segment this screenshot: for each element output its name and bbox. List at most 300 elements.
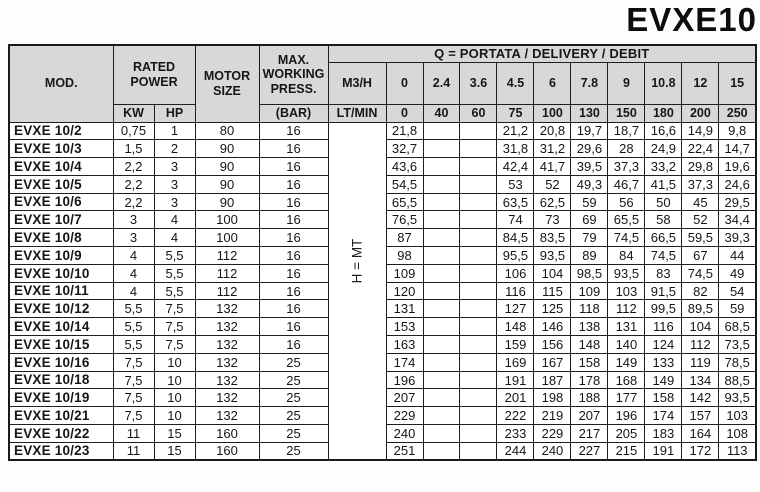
h-value-cell: 41,7 bbox=[534, 158, 571, 176]
model-cell: EVXE 10/22 bbox=[9, 425, 113, 443]
h-value-cell: 106 bbox=[497, 264, 534, 282]
h-value-cell: 172 bbox=[682, 442, 719, 460]
hp-cell: 7,5 bbox=[154, 336, 195, 354]
motor-size-cell: 112 bbox=[195, 247, 259, 265]
ltmin-value-cell: 0 bbox=[386, 104, 423, 122]
bar-cell: 16 bbox=[259, 193, 328, 211]
hp-cell: 3 bbox=[154, 158, 195, 176]
hp-cell: 2 bbox=[154, 140, 195, 158]
h-value-cell: 84,5 bbox=[497, 229, 534, 247]
h-value-cell: 82 bbox=[682, 282, 719, 300]
h-value-cell: 74,5 bbox=[682, 264, 719, 282]
h-value-cell: 153 bbox=[386, 318, 423, 336]
h-value-cell bbox=[423, 140, 460, 158]
h-value-cell: 39,3 bbox=[719, 229, 756, 247]
h-value-cell: 198 bbox=[534, 389, 571, 407]
h-value-cell: 227 bbox=[571, 442, 608, 460]
hp-header: HP bbox=[154, 104, 195, 122]
h-value-cell: 52 bbox=[682, 211, 719, 229]
model-cell: EVXE 10/19 bbox=[9, 389, 113, 407]
model-cell: EVXE 10/3 bbox=[9, 140, 113, 158]
motor-size-cell: 132 bbox=[195, 389, 259, 407]
h-value-cell: 191 bbox=[645, 442, 682, 460]
h-value-cell: 131 bbox=[608, 318, 645, 336]
h-value-cell: 69 bbox=[571, 211, 608, 229]
kw-cell: 4 bbox=[113, 282, 154, 300]
h-value-cell bbox=[460, 353, 497, 371]
h-value-cell bbox=[460, 300, 497, 318]
model-cell: EVXE 10/23 bbox=[9, 442, 113, 460]
h-value-cell bbox=[423, 264, 460, 282]
h-value-cell: 112 bbox=[682, 336, 719, 354]
q-header: Q = PORTATA / DELIVERY / DEBIT bbox=[328, 45, 756, 62]
h-value-cell: 149 bbox=[608, 353, 645, 371]
h-value-cell: 43,6 bbox=[386, 158, 423, 176]
m3h-value-cell: 7.8 bbox=[571, 62, 608, 104]
h-value-cell bbox=[460, 158, 497, 176]
h-value-cell bbox=[423, 122, 460, 140]
ltmin-value-cell: 180 bbox=[645, 104, 682, 122]
max-press-header: MAX. WORKING PRESS. bbox=[259, 45, 328, 104]
h-value-cell: 67 bbox=[682, 247, 719, 265]
h-value-cell: 54,5 bbox=[386, 175, 423, 193]
h-value-cell: 16,6 bbox=[645, 122, 682, 140]
h-value-cell bbox=[423, 407, 460, 425]
ltmin-value-cell: 100 bbox=[534, 104, 571, 122]
h-value-cell: 104 bbox=[534, 264, 571, 282]
h-value-cell: 14,7 bbox=[719, 140, 756, 158]
kw-cell: 4 bbox=[113, 247, 154, 265]
page-title: EVXE10 bbox=[626, 1, 757, 38]
hp-cell: 1 bbox=[154, 122, 195, 140]
h-value-cell bbox=[460, 229, 497, 247]
h-value-cell: 21,2 bbox=[497, 122, 534, 140]
hp-cell: 5,5 bbox=[154, 264, 195, 282]
bar-header: (BAR) bbox=[259, 104, 328, 122]
h-value-cell: 127 bbox=[497, 300, 534, 318]
h-value-cell: 133 bbox=[645, 353, 682, 371]
h-value-cell: 33,2 bbox=[645, 158, 682, 176]
h-value-cell: 149 bbox=[645, 371, 682, 389]
bar-cell: 16 bbox=[259, 122, 328, 140]
h-value-cell: 58 bbox=[645, 211, 682, 229]
h-value-cell: 66,5 bbox=[645, 229, 682, 247]
h-value-cell: 116 bbox=[645, 318, 682, 336]
h-value-cell bbox=[460, 336, 497, 354]
h-value-cell: 63,5 bbox=[497, 193, 534, 211]
model-cell: EVXE 10/10 bbox=[9, 264, 113, 282]
h-value-cell bbox=[423, 175, 460, 193]
h-value-cell: 52 bbox=[534, 175, 571, 193]
rated-power-header: RATED POWER bbox=[113, 45, 195, 104]
m3h-value-cell: 0 bbox=[386, 62, 423, 104]
ltmin-value-cell: 40 bbox=[423, 104, 460, 122]
h-value-cell: 53 bbox=[497, 175, 534, 193]
h-value-cell: 118 bbox=[571, 300, 608, 318]
h-value-cell bbox=[460, 318, 497, 336]
motor-size-cell: 80 bbox=[195, 122, 259, 140]
kw-cell: 7,5 bbox=[113, 353, 154, 371]
h-value-cell: 18,7 bbox=[608, 122, 645, 140]
h-value-cell: 157 bbox=[682, 407, 719, 425]
h-value-cell: 240 bbox=[386, 425, 423, 443]
mod-header: MOD. bbox=[9, 45, 113, 122]
bar-cell: 25 bbox=[259, 371, 328, 389]
h-value-cell: 98,5 bbox=[571, 264, 608, 282]
h-value-cell: 89,5 bbox=[682, 300, 719, 318]
hp-cell: 10 bbox=[154, 407, 195, 425]
h-value-cell: 45 bbox=[682, 193, 719, 211]
h-value-cell: 109 bbox=[386, 264, 423, 282]
h-value-cell: 14,9 bbox=[682, 122, 719, 140]
h-value-cell bbox=[423, 193, 460, 211]
m3h-value-cell: 15 bbox=[719, 62, 756, 104]
h-value-cell bbox=[423, 425, 460, 443]
h-value-cell: 125 bbox=[534, 300, 571, 318]
model-cell: EVXE 10/12 bbox=[9, 300, 113, 318]
m3h-value-cell: 4.5 bbox=[497, 62, 534, 104]
kw-cell: 7,5 bbox=[113, 371, 154, 389]
h-value-cell: 134 bbox=[682, 371, 719, 389]
h-value-cell: 104 bbox=[682, 318, 719, 336]
h-value-cell bbox=[423, 389, 460, 407]
h-value-cell bbox=[460, 264, 497, 282]
h-value-cell: 31,8 bbox=[497, 140, 534, 158]
h-value-cell: 196 bbox=[386, 371, 423, 389]
bar-cell: 16 bbox=[259, 229, 328, 247]
h-value-cell bbox=[423, 318, 460, 336]
hp-cell: 4 bbox=[154, 229, 195, 247]
h-value-cell: 207 bbox=[571, 407, 608, 425]
h-value-cell: 164 bbox=[682, 425, 719, 443]
h-value-cell: 120 bbox=[386, 282, 423, 300]
model-cell: EVXE 10/14 bbox=[9, 318, 113, 336]
h-value-cell bbox=[460, 247, 497, 265]
h-value-cell: 68,5 bbox=[719, 318, 756, 336]
h-value-cell bbox=[460, 371, 497, 389]
h-value-cell: 201 bbox=[497, 389, 534, 407]
h-value-cell bbox=[423, 247, 460, 265]
ltmin-value-cell: 75 bbox=[497, 104, 534, 122]
h-value-cell bbox=[423, 371, 460, 389]
motor-size-header: MOTOR SIZE bbox=[195, 45, 259, 122]
m3h-value-cell: 9 bbox=[608, 62, 645, 104]
h-value-cell: 98 bbox=[386, 247, 423, 265]
motor-size-cell: 132 bbox=[195, 353, 259, 371]
m3h-value-cell: 10.8 bbox=[645, 62, 682, 104]
hp-cell: 15 bbox=[154, 442, 195, 460]
hp-cell: 7,5 bbox=[154, 318, 195, 336]
bar-cell: 16 bbox=[259, 211, 328, 229]
h-value-cell: 22,4 bbox=[682, 140, 719, 158]
model-cell: EVXE 10/8 bbox=[9, 229, 113, 247]
h-value-cell: 44 bbox=[719, 247, 756, 265]
h-value-cell: 109 bbox=[571, 282, 608, 300]
ltmin-value-cell: 250 bbox=[719, 104, 756, 122]
h-value-cell bbox=[460, 442, 497, 460]
model-cell: EVXE 10/11 bbox=[9, 282, 113, 300]
motor-size-cell: 132 bbox=[195, 371, 259, 389]
motor-size-cell: 132 bbox=[195, 318, 259, 336]
h-value-cell: 39,5 bbox=[571, 158, 608, 176]
bar-cell: 25 bbox=[259, 353, 328, 371]
h-value-cell: 93,5 bbox=[534, 247, 571, 265]
h-value-cell bbox=[423, 229, 460, 247]
model-cell: EVXE 10/6 bbox=[9, 193, 113, 211]
bar-cell: 16 bbox=[259, 175, 328, 193]
h-value-cell: 233 bbox=[497, 425, 534, 443]
h-value-cell: 169 bbox=[497, 353, 534, 371]
hp-cell: 5,5 bbox=[154, 282, 195, 300]
kw-cell: 7,5 bbox=[113, 407, 154, 425]
h-value-cell bbox=[460, 407, 497, 425]
h-value-cell: 24,9 bbox=[645, 140, 682, 158]
kw-cell: 2,2 bbox=[113, 158, 154, 176]
h-value-cell: 59 bbox=[571, 193, 608, 211]
h-value-cell: 116 bbox=[497, 282, 534, 300]
bar-cell: 16 bbox=[259, 247, 328, 265]
h-value-cell: 73,5 bbox=[719, 336, 756, 354]
m3h-value-cell: 6 bbox=[534, 62, 571, 104]
hp-cell: 5,5 bbox=[154, 247, 195, 265]
h-value-cell: 251 bbox=[386, 442, 423, 460]
bar-cell: 16 bbox=[259, 318, 328, 336]
h-value-cell: 205 bbox=[608, 425, 645, 443]
h-value-cell bbox=[423, 282, 460, 300]
ltmin-value-cell: 200 bbox=[682, 104, 719, 122]
h-value-cell: 215 bbox=[608, 442, 645, 460]
h-value-cell: 177 bbox=[608, 389, 645, 407]
h-value-cell: 222 bbox=[497, 407, 534, 425]
hp-cell: 3 bbox=[154, 175, 195, 193]
model-cell: EVXE 10/18 bbox=[9, 371, 113, 389]
kw-cell: 2,2 bbox=[113, 193, 154, 211]
h-value-cell: 56 bbox=[608, 193, 645, 211]
h-value-cell: 21,8 bbox=[386, 122, 423, 140]
hp-cell: 4 bbox=[154, 211, 195, 229]
h-value-cell: 31,2 bbox=[534, 140, 571, 158]
h-value-cell: 196 bbox=[608, 407, 645, 425]
hp-cell: 15 bbox=[154, 425, 195, 443]
m3h-value-cell: 3.6 bbox=[460, 62, 497, 104]
h-value-cell: 20,8 bbox=[534, 122, 571, 140]
h-value-cell bbox=[460, 389, 497, 407]
model-cell: EVXE 10/9 bbox=[9, 247, 113, 265]
h-value-cell: 191 bbox=[497, 371, 534, 389]
h-value-cell: 78,5 bbox=[719, 353, 756, 371]
table-header bbox=[9, 45, 756, 122]
h-value-cell: 93,5 bbox=[608, 264, 645, 282]
h-value-cell: 163 bbox=[386, 336, 423, 354]
kw-header: KW bbox=[113, 104, 154, 122]
ltmin-value-cell: 60 bbox=[460, 104, 497, 122]
h-value-cell: 183 bbox=[645, 425, 682, 443]
motor-size-cell: 100 bbox=[195, 211, 259, 229]
h-value-cell bbox=[423, 336, 460, 354]
h-value-cell: 168 bbox=[608, 371, 645, 389]
h-value-cell: 229 bbox=[386, 407, 423, 425]
h-value-cell: 74 bbox=[497, 211, 534, 229]
h-value-cell: 93,5 bbox=[719, 389, 756, 407]
h-value-cell bbox=[423, 211, 460, 229]
h-value-cell: 142 bbox=[682, 389, 719, 407]
kw-cell: 0,75 bbox=[113, 122, 154, 140]
table-body bbox=[9, 122, 756, 460]
kw-cell: 4 bbox=[113, 264, 154, 282]
h-value-cell: 207 bbox=[386, 389, 423, 407]
h-value-cell: 50 bbox=[645, 193, 682, 211]
model-cell: EVXE 10/2 bbox=[9, 122, 113, 140]
bar-cell: 25 bbox=[259, 425, 328, 443]
hp-cell: 10 bbox=[154, 353, 195, 371]
h-value-cell: 87 bbox=[386, 229, 423, 247]
h-value-cell bbox=[460, 175, 497, 193]
h-value-cell: 37,3 bbox=[682, 175, 719, 193]
h-value-cell: 124 bbox=[645, 336, 682, 354]
ltmin-label: LT/MIN bbox=[328, 104, 386, 122]
h-value-cell: 42,4 bbox=[497, 158, 534, 176]
motor-size-cell: 90 bbox=[195, 140, 259, 158]
m3h-value-cell: 2.4 bbox=[423, 62, 460, 104]
h-value-cell bbox=[460, 193, 497, 211]
motor-size-cell: 112 bbox=[195, 264, 259, 282]
h-value-cell bbox=[460, 122, 497, 140]
h-value-cell: 217 bbox=[571, 425, 608, 443]
h-value-cell bbox=[423, 353, 460, 371]
h-value-cell: 28 bbox=[608, 140, 645, 158]
bar-cell: 16 bbox=[259, 158, 328, 176]
kw-cell: 7,5 bbox=[113, 389, 154, 407]
motor-size-cell: 132 bbox=[195, 300, 259, 318]
h-value-cell: 115 bbox=[534, 282, 571, 300]
h-value-cell bbox=[460, 211, 497, 229]
h-value-cell: 19,6 bbox=[719, 158, 756, 176]
h-value-cell: 41,5 bbox=[645, 175, 682, 193]
kw-cell: 5,5 bbox=[113, 300, 154, 318]
hp-cell: 10 bbox=[154, 389, 195, 407]
h-value-cell: 174 bbox=[645, 407, 682, 425]
h-value-cell bbox=[423, 158, 460, 176]
h-value-cell: 103 bbox=[608, 282, 645, 300]
h-value-cell: 108 bbox=[719, 425, 756, 443]
bar-cell: 16 bbox=[259, 264, 328, 282]
model-cell: EVXE 10/4 bbox=[9, 158, 113, 176]
h-value-cell: 79 bbox=[571, 229, 608, 247]
h-value-cell: 219 bbox=[534, 407, 571, 425]
h-value-cell: 244 bbox=[497, 442, 534, 460]
h-value-cell: 29,6 bbox=[571, 140, 608, 158]
h-value-cell: 34,4 bbox=[719, 211, 756, 229]
h-value-cell: 76,5 bbox=[386, 211, 423, 229]
h-value-cell: 158 bbox=[645, 389, 682, 407]
h-value-cell: 159 bbox=[497, 336, 534, 354]
kw-cell: 5,5 bbox=[113, 318, 154, 336]
h-value-cell: 148 bbox=[571, 336, 608, 354]
h-value-cell: 49,3 bbox=[571, 175, 608, 193]
h-value-cell: 29,8 bbox=[682, 158, 719, 176]
bar-cell: 16 bbox=[259, 282, 328, 300]
motor-size-cell: 132 bbox=[195, 407, 259, 425]
h-value-cell: 95,5 bbox=[497, 247, 534, 265]
h-value-cell: 84 bbox=[608, 247, 645, 265]
h-value-cell bbox=[460, 282, 497, 300]
motor-size-cell: 90 bbox=[195, 175, 259, 193]
kw-cell: 11 bbox=[113, 425, 154, 443]
h-value-cell: 59,5 bbox=[682, 229, 719, 247]
model-cell: EVXE 10/5 bbox=[9, 175, 113, 193]
bar-cell: 16 bbox=[259, 140, 328, 158]
motor-size-cell: 160 bbox=[195, 442, 259, 460]
hp-cell: 7,5 bbox=[154, 300, 195, 318]
spec-table bbox=[8, 44, 757, 461]
h-value-cell: 49 bbox=[719, 264, 756, 282]
kw-cell: 3 bbox=[113, 229, 154, 247]
h-value-cell: 119 bbox=[682, 353, 719, 371]
m3h-value-cell: 12 bbox=[682, 62, 719, 104]
h-mt-cell bbox=[328, 122, 386, 460]
motor-size-cell: 90 bbox=[195, 158, 259, 176]
h-value-cell: 65,5 bbox=[386, 193, 423, 211]
bar-cell: 25 bbox=[259, 389, 328, 407]
kw-cell: 1,5 bbox=[113, 140, 154, 158]
h-value-cell: 24,6 bbox=[719, 175, 756, 193]
table-row bbox=[9, 122, 756, 140]
bar-cell: 25 bbox=[259, 407, 328, 425]
motor-size-cell: 112 bbox=[195, 282, 259, 300]
h-value-cell: 54 bbox=[719, 282, 756, 300]
h-value-cell: 158 bbox=[571, 353, 608, 371]
hp-cell: 3 bbox=[154, 193, 195, 211]
h-value-cell: 59 bbox=[719, 300, 756, 318]
h-value-cell: 65,5 bbox=[608, 211, 645, 229]
h-value-cell: 29,5 bbox=[719, 193, 756, 211]
h-value-cell bbox=[460, 140, 497, 158]
h-value-cell: 131 bbox=[386, 300, 423, 318]
ltmin-value-cell: 150 bbox=[608, 104, 645, 122]
h-value-cell: 83 bbox=[645, 264, 682, 282]
h-value-cell: 140 bbox=[608, 336, 645, 354]
bar-cell: 25 bbox=[259, 442, 328, 460]
h-value-cell: 37,3 bbox=[608, 158, 645, 176]
h-value-cell: 178 bbox=[571, 371, 608, 389]
h-value-cell bbox=[423, 442, 460, 460]
motor-size-cell: 160 bbox=[195, 425, 259, 443]
h-value-cell: 113 bbox=[719, 442, 756, 460]
motor-size-cell: 132 bbox=[195, 336, 259, 354]
hp-cell: 10 bbox=[154, 371, 195, 389]
h-value-cell: 156 bbox=[534, 336, 571, 354]
h-value-cell: 9,8 bbox=[719, 122, 756, 140]
h-value-cell: 89 bbox=[571, 247, 608, 265]
m3h-label: M3/H bbox=[328, 62, 386, 104]
h-value-cell: 240 bbox=[534, 442, 571, 460]
model-cell: EVXE 10/15 bbox=[9, 336, 113, 354]
h-value-cell bbox=[460, 425, 497, 443]
model-cell: EVXE 10/7 bbox=[9, 211, 113, 229]
h-mt-label: H = MT bbox=[349, 238, 365, 283]
kw-cell: 11 bbox=[113, 442, 154, 460]
h-value-cell: 229 bbox=[534, 425, 571, 443]
h-value-cell: 74,5 bbox=[645, 247, 682, 265]
h-value-cell: 103 bbox=[719, 407, 756, 425]
h-value-cell: 73 bbox=[534, 211, 571, 229]
motor-size-cell: 100 bbox=[195, 229, 259, 247]
kw-cell: 2,2 bbox=[113, 175, 154, 193]
model-cell: EVXE 10/16 bbox=[9, 353, 113, 371]
h-value-cell: 167 bbox=[534, 353, 571, 371]
h-value-cell: 112 bbox=[608, 300, 645, 318]
bar-cell: 16 bbox=[259, 300, 328, 318]
